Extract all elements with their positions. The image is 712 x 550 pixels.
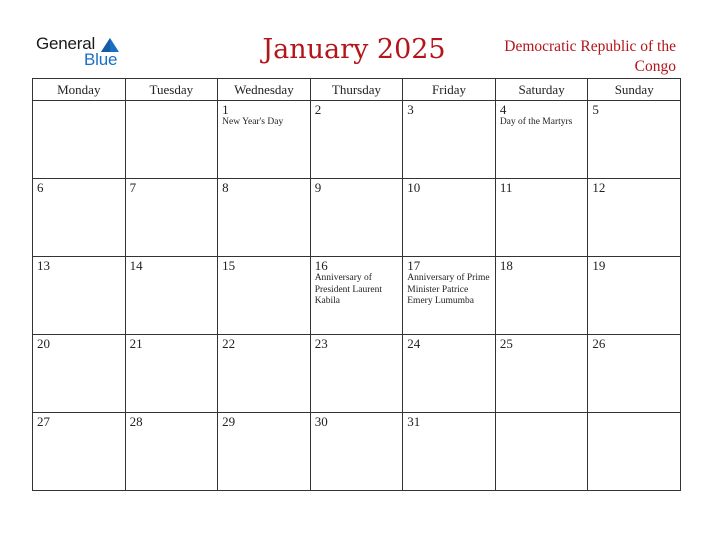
day-cell bbox=[495, 101, 588, 179]
day-cell bbox=[218, 179, 311, 257]
day-number: 28 bbox=[129, 414, 143, 429]
day-cell bbox=[403, 179, 496, 257]
day-number: 20 bbox=[37, 336, 50, 351]
day-number: 23 bbox=[314, 336, 328, 351]
week-row bbox=[33, 257, 681, 335]
day-number: 18 bbox=[499, 258, 513, 273]
day-number: 26 bbox=[592, 336, 606, 351]
week-row bbox=[33, 335, 681, 413]
logo-general-text: General bbox=[36, 34, 96, 53]
calendar-grid bbox=[32, 78, 681, 491]
day-number: 29 bbox=[222, 414, 236, 429]
day-cell bbox=[403, 257, 496, 335]
holiday-label: Day of the Martyrs bbox=[499, 117, 573, 127]
day-cell bbox=[588, 179, 681, 257]
day-cell bbox=[33, 413, 126, 491]
day-number: 6 bbox=[37, 180, 44, 195]
day-number: 14 bbox=[129, 258, 143, 273]
day-cell bbox=[125, 335, 218, 413]
weekday-header-row bbox=[33, 79, 681, 101]
day-cell bbox=[218, 335, 311, 413]
weekday-header: Thursday bbox=[310, 79, 403, 101]
day-cell bbox=[588, 335, 681, 413]
day-number: 10 bbox=[407, 180, 421, 195]
day-number: 11 bbox=[499, 180, 513, 195]
day-number: 3 bbox=[407, 102, 414, 117]
day-cell bbox=[310, 101, 403, 179]
day-cell bbox=[33, 179, 126, 257]
day-cell bbox=[125, 257, 218, 335]
weekday-header: Tuesday bbox=[125, 79, 218, 101]
weekday-header: Friday bbox=[403, 79, 496, 101]
day-number: 1 bbox=[222, 102, 229, 117]
day-number: 12 bbox=[592, 180, 606, 195]
weekday-header: Monday bbox=[33, 79, 126, 101]
day-number: 5 bbox=[592, 102, 599, 117]
day-cell bbox=[310, 179, 403, 257]
day-number: 15 bbox=[222, 258, 236, 273]
weekday-header: Wednesday bbox=[218, 79, 311, 101]
day-cell bbox=[125, 179, 218, 257]
day-cell bbox=[33, 335, 126, 413]
day-cell bbox=[310, 257, 403, 335]
day-number: 13 bbox=[37, 258, 50, 273]
day-cell bbox=[495, 257, 588, 335]
day-cell bbox=[218, 257, 311, 335]
day-cell bbox=[495, 179, 588, 257]
day-number: 19 bbox=[592, 258, 606, 273]
holiday-label: Anniversary of Prime Minister Patrice Emery Lumumba bbox=[407, 273, 490, 306]
day-number: 2 bbox=[314, 102, 322, 117]
day-number: 17 bbox=[407, 258, 421, 273]
day-number: 24 bbox=[407, 336, 421, 351]
day-cell bbox=[310, 413, 403, 491]
day-cell bbox=[218, 101, 311, 179]
holiday-label: Anniversary of President Laurent Kabila bbox=[314, 273, 382, 306]
day-number: 31 bbox=[407, 414, 421, 429]
day-cell bbox=[588, 413, 681, 491]
day-cell bbox=[125, 101, 218, 179]
day-cell bbox=[218, 413, 311, 491]
day-cell bbox=[403, 335, 496, 413]
day-cell bbox=[495, 413, 588, 491]
day-number: 4 bbox=[499, 102, 507, 117]
day-number: 8 bbox=[222, 180, 229, 195]
generalblue-logo bbox=[36, 34, 136, 70]
day-cell bbox=[33, 257, 126, 335]
logo-blue-text: Blue bbox=[84, 50, 118, 69]
day-number: 22 bbox=[222, 336, 236, 351]
day-cell bbox=[403, 101, 496, 179]
day-number: 27 bbox=[37, 414, 50, 429]
week-row bbox=[33, 101, 681, 179]
week-row bbox=[33, 413, 681, 491]
day-number: 9 bbox=[314, 180, 322, 195]
holiday-label: New Year's Day bbox=[222, 117, 284, 127]
day-number: 25 bbox=[499, 336, 513, 351]
day-cell bbox=[310, 335, 403, 413]
country-name: Democratic Republic of the Congo bbox=[504, 38, 676, 75]
day-cell bbox=[33, 101, 126, 179]
week-row bbox=[33, 179, 681, 257]
weekday-header: Sunday bbox=[588, 79, 681, 101]
calendar-title: January 2025 bbox=[262, 34, 446, 65]
day-cell bbox=[588, 101, 681, 179]
day-cell bbox=[125, 413, 218, 491]
day-number: 21 bbox=[129, 336, 143, 351]
day-number: 7 bbox=[129, 180, 137, 195]
day-cell bbox=[403, 413, 496, 491]
day-number: 16 bbox=[314, 258, 328, 273]
day-number: 30 bbox=[314, 414, 328, 429]
day-cell bbox=[588, 257, 681, 335]
weekday-header: Saturday bbox=[495, 79, 588, 101]
day-cell bbox=[495, 335, 588, 413]
